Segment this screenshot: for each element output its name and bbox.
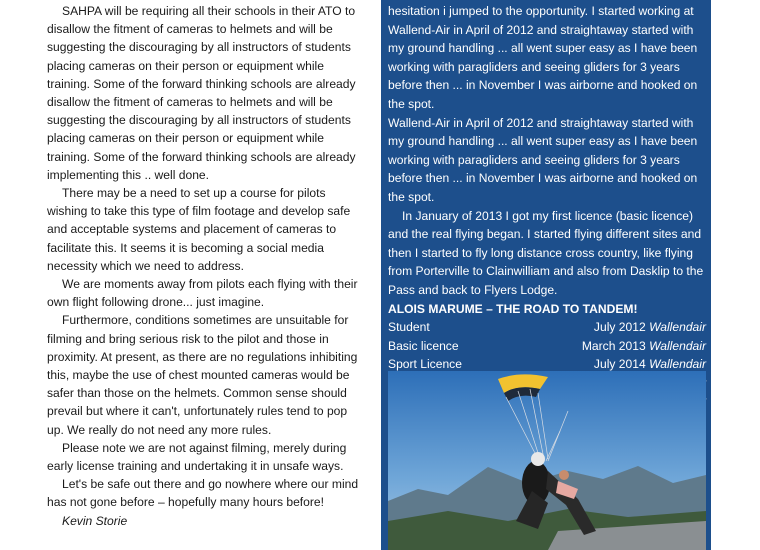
timeline-where: Wallendair <box>649 320 706 335</box>
timeline-row <box>388 337 706 356</box>
timeline-date: March 2013 <box>581 338 646 353</box>
timeline-label: Basic licence <box>388 338 459 353</box>
paragraph-closing: Let's be safe out there and go nowhere where our mind has not gone before – hopefully many hours before! <box>47 477 359 510</box>
paragraph-conditions: Furthermore, conditions sometimes are unsuitable for filming and bring serious risk to the pilot and those in proximity. At present, as there are no regulations inhibiting this, maybe the use of chest mounted cameras would be safer than those on the helmets. Common sense should prevail but where it can't, unfortunately rules tend to pop up. We really do not need any more rules. <box>47 313 358 437</box>
paragraph-course-suggestion: There may be a need to set up a course for pilots wishing to take this type of film footage and develop safe and acceptable systems and placement of cameras to facilitate this. It seems it is becoming a social media necessity which we need to address. <box>47 186 351 273</box>
photo-illustration <box>388 371 706 550</box>
timeline-date: July 2012 <box>593 320 646 335</box>
timeline-heading: ALOIS MARUME – THE ROAD TO TANDEM! <box>388 301 638 316</box>
paragraph-helmet-cameras: SAHPA will be requiring all their schools in their ATO to disallow the fitment of cameras to helmets and will be suggesting the discouraging by all instructors of students placing cameras on their person or equipment while training. Some of the forward thinking schools are already <box>47 4 356 91</box>
paragraph-helmet-cameras-duplicate: disallow the fitment of cameras to helmets and will be suggesting the discouraging by all instructors of students placing cameras on their person or equipment while training. Some of the forward thinking schools are already implementing this .. well done. <box>47 95 356 182</box>
timeline-row <box>388 318 706 337</box>
tandem-paragliding-photo <box>388 371 706 550</box>
right-feature-box <box>381 0 711 550</box>
left-article-column <box>47 2 367 530</box>
author-signature: Kevin Storie <box>62 513 128 528</box>
paragraph-first-licence: In January of 2013 I got my first licence (basic licence) and the real flying began. I started flying different sites and then I started to fly long distance cross country, like flying from Porterville to Clainwilliam and also from Dasklip to the Pass and back to Flyers Lodge. <box>388 208 704 297</box>
paragraph-filming-note: Please note we are not against filming, merely during early license training and undertaking it in unsafe ways. <box>47 440 347 474</box>
timeline-where: Wallendair <box>649 338 706 353</box>
timeline-label: Sport Licence <box>388 357 462 372</box>
timeline-label: Student <box>388 320 430 335</box>
paragraph-drone: We are moments away from pilots each flying with their own flight following drone... just imagine. <box>47 277 358 310</box>
paragraph-started-wallend-air-duplicate: Wallend-Air in April of 2012 and straightaway started with my ground handling ... all went super easy as I have been working with paragliders and seeing gliders for 3 years before then ... in November I was airborne and hooked on the spot. <box>388 115 698 204</box>
feature-text <box>388 2 706 411</box>
paragraph-started-wallend-air: hesitation i jumped to the opportunity. I started working at Wallend-Air in April of 2012 and straightaway started with my ground handling ... all went super easy as I have been working with paragliders and seeing gliders for 3 years before then ... in November I was airborne and hooked on the spot. <box>388 4 698 111</box>
timeline-where: Wallendair <box>649 357 706 372</box>
timeline-date: July 2014 <box>593 357 646 372</box>
